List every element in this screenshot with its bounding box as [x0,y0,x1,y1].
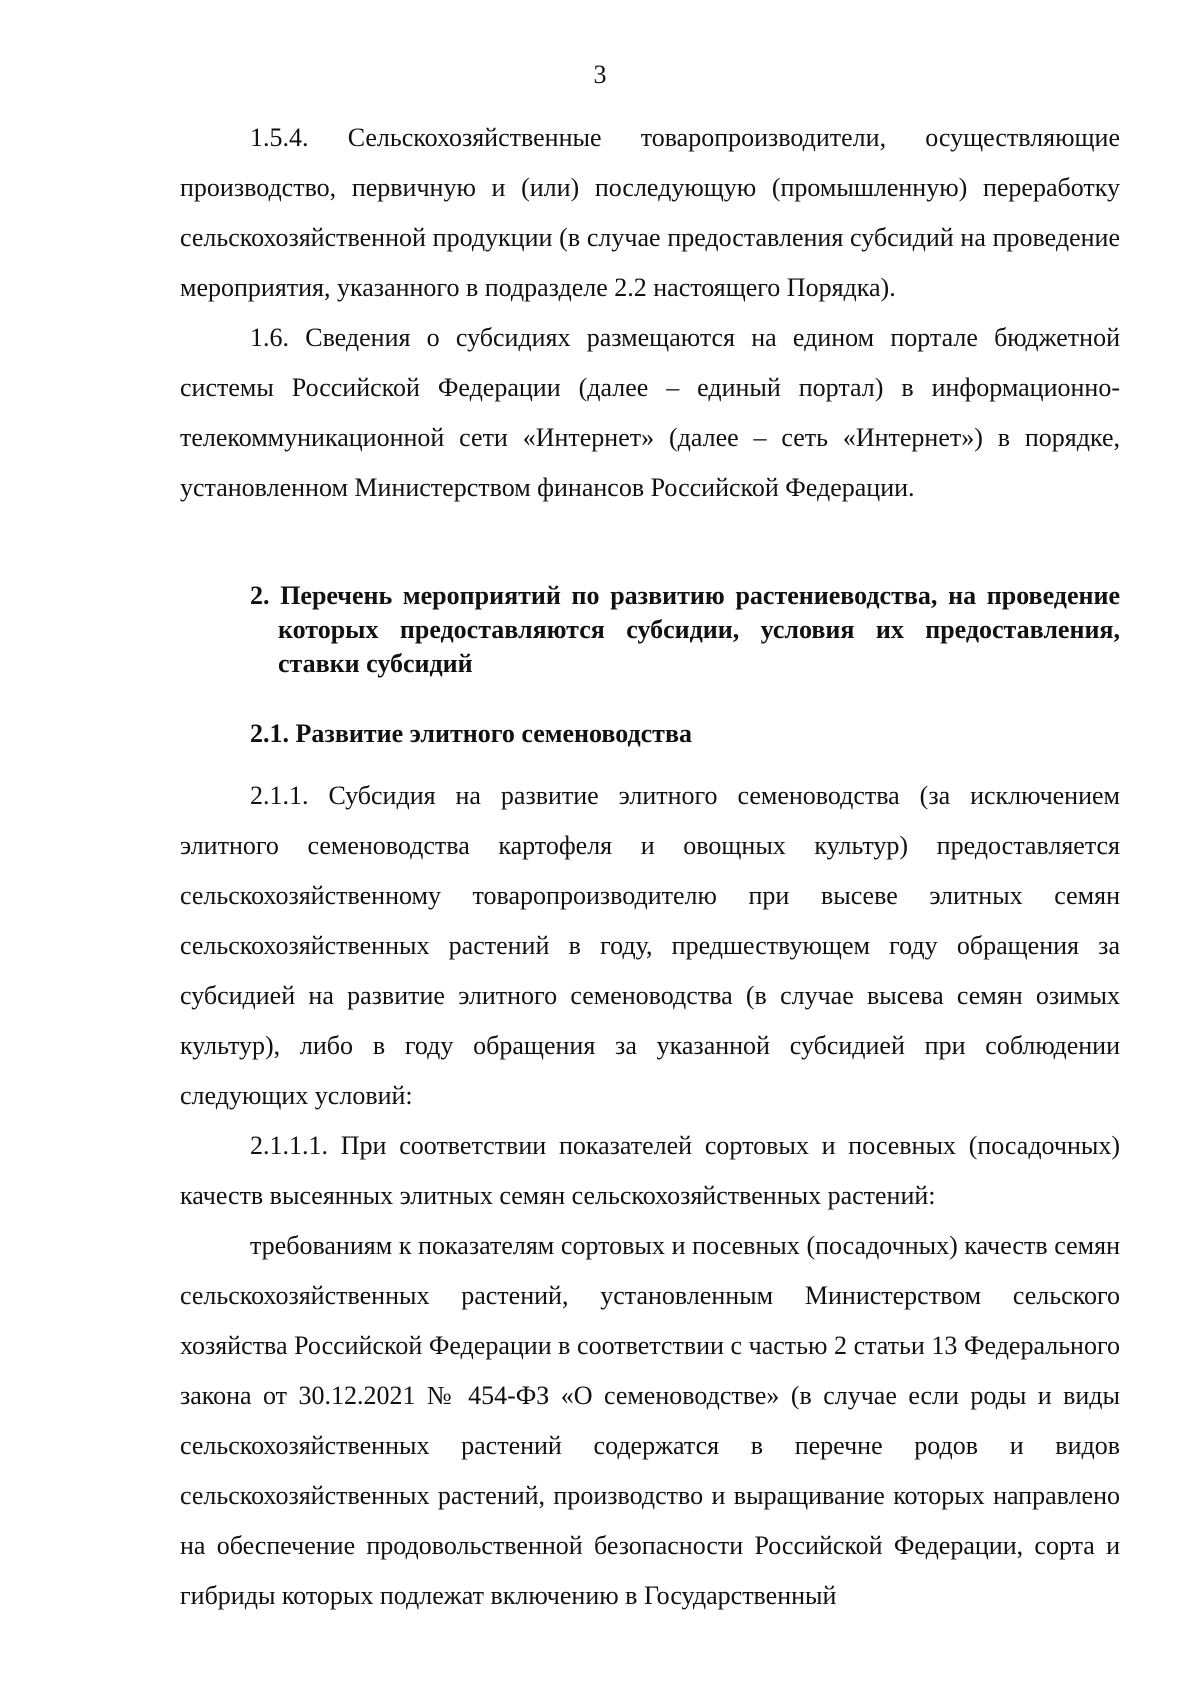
section-heading: 2. Перечень мероприятий по развитию растениеводства, на проведение которых предоставляются субсидии, условия их предоставления, ставки субсидий [250,581,1120,678]
document-body [180,113,1120,1621]
subsection-heading: 2.1. Развитие элитного семеноводства [250,719,692,748]
paragraph-2-1-1: 2.1.1. Субсидия на развитие элитного семеноводства (за исключением элитного семеноводства картофеля и овощных культур) предоставляется сельскохозяйственному товаропроизводителю при высеве элитных семян сельскохозяйственных растений в году, предшествующем году обращения за субсидией на развитие элитного семеноводства (в случае высева семян озимых культур), либо в году обращения за указанной субсидией при соблюдении следующих условий: [180,781,1120,1110]
paragraph-1-5-4: 1.5.4. Сельскохозяйственные товаропроизводители, осуществляющие производство, первичную и (или) последующую (промышленную) переработку сельскохозяйственной продукции (в случае предоставления субсидий на проведение мероприятия, указанного в подразделе 2.2 настоящего Порядка). [180,123,1120,302]
paragraph-requirements: требованиям к показателям сортовых и посевных (посадочных) качеств семян сельскохозяйственных растений, установленным Министерством сельского хозяйства Российской Федерации в соответствии с частью 2 статьи 13 Федерального закона от 30.12.2021 № 454-ФЗ «О семеноводстве» (в случае если роды и виды сельскохозяйственных растений содержатся в перечне родов и видов сельскохозяйственных растений, производство и выращивание которых направлено на обеспечение продовольственной безопасности Российской Федерации, сорта и гибриды которых подлежат включению в Государственный [180,1231,1120,1610]
paragraph-2-1-1-1: 2.1.1.1. При соответствии показателей сортовых и посевных (посадочных) качеств высеянных элитных семян сельскохозяйственных растений: [180,1131,1120,1210]
paragraph-1-6: 1.6. Сведения о субсидиях размещаются на едином портале бюджетной системы Российской Федерации (далее – единый портал) в информационно-телекоммуникационной сети «Интернет» (далее – сеть «Интернет») в порядке, установленном Министерством финансов Российской Федерации. [180,323,1120,502]
page-number: 3 [593,60,607,89]
